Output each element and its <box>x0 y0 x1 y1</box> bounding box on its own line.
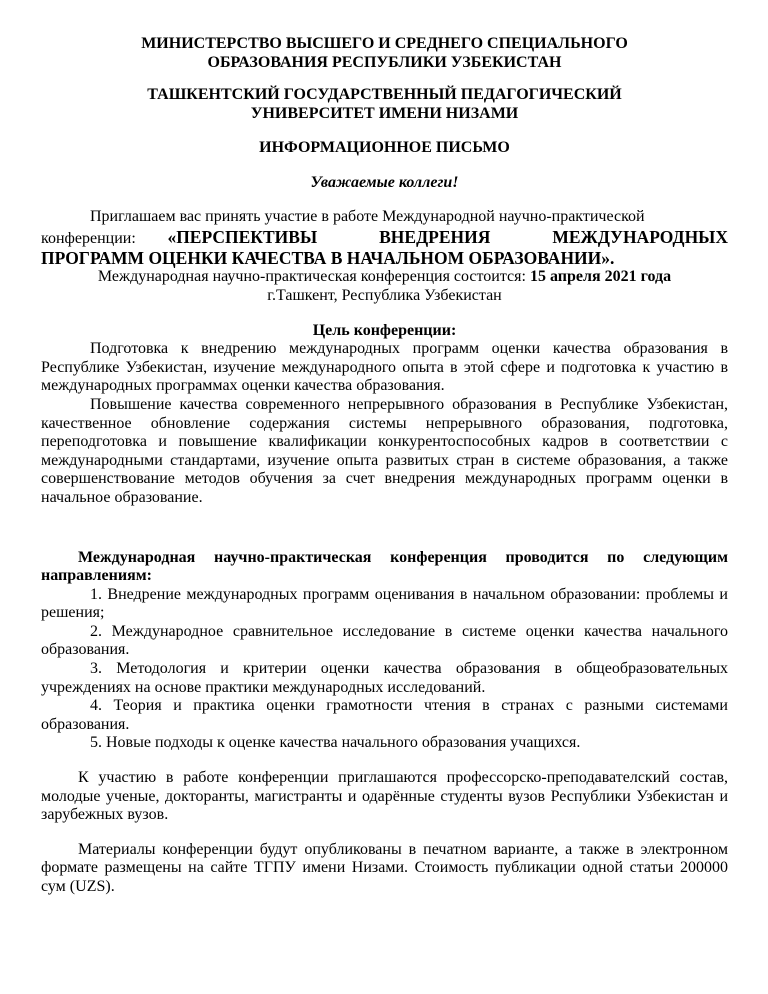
greeting: Уважаемые коллеги! <box>310 173 459 191</box>
invitation-line-1: Приглашаем вас принять участие в работе Международной научно-практической <box>90 208 645 226</box>
direction-item: 4. Теория и практика оценки грамотности чтения в странах с разными системами образования. <box>41 697 728 733</box>
invitation-line-2 <box>41 227 728 249</box>
conference-title-part-2: ПРОГРАММ ОЦЕНКИ КАЧЕСТВА В НАЧАЛЬНОМ ОБРАЗОВАНИИ». <box>41 248 615 269</box>
conference-location: г.Ташкент, Республика Узбекистан <box>267 286 502 304</box>
ministry-line-1: МИНИСТЕРСТВО ВЫСШЕГО И СРЕДНЕГО СПЕЦИАЛЬНОГО <box>141 35 628 52</box>
conference-date-line <box>41 268 728 287</box>
publication-paragraph: Материалы конференции будут опубликованы в печатном варианте, а также в электронном формате размещены на сайте ТГПУ имени Низами. Стоимость публикации одной статьи 200000 сум (UZS). <box>41 840 728 895</box>
letter-title: ИНФОРМАЦИОННОЕ ПИСЬМО <box>259 139 510 156</box>
goal-paragraph-2: Повышение качества современного непрерывного образования в Республике Узбекистан, качественное обновление содержания системы непрерывного образования, подготовка, переподготовка и повышение квалификации конкурентоспособных кадров в соответствии с международными стандартами, изучение опыта развитых стран в системе образования, а также совершенствование методов обучения за счет внедрения международных программ оценки в начальное образование. <box>41 395 728 506</box>
goal-title: Цель конференции: <box>312 321 457 339</box>
conference-label: конференции: <box>41 229 136 247</box>
conference-date-prefix: Международная научно-практическая конференция состоится: <box>97 268 530 286</box>
direction-item: 3. Методология и критерии оценки качества образования в общеобразовательных учреждениях на основе практики международных исследований. <box>41 660 728 696</box>
ministry-heading <box>41 34 728 72</box>
university-line-1: ТАШКЕНТСКИЙ ГОСУДАРСТВЕННЫЙ ПЕДАГОГИЧЕСКИЙ <box>147 86 622 103</box>
conference-title-part-1: «ПЕРСПЕКТИВЫ ВНЕДРЕНИЯ МЕЖДУНАРОДНЫХ <box>167 226 728 247</box>
ministry-line-2: ОБРАЗОВАНИЯ РЕСПУБЛИКИ УЗБЕКИСТАН <box>207 54 562 71</box>
invitation-block <box>41 208 728 305</box>
participants-paragraph: К участию в работе конференции приглашаются профессорско-преподавателский состав, молодые ученые, докторанты, магистранты и одарённые студенты вузов Республики Узбекистан и зарубежных вузов. <box>41 769 728 824</box>
university-line-2: УНИВЕРСИТЕТ ИМЕНИ НИЗАМИ <box>250 105 519 122</box>
directions-title: Международная научно-практическая конференция проводится по следующим направлениям: <box>41 548 728 585</box>
university-heading <box>41 85 728 123</box>
direction-item: 5. Новые подходы к оценке качества начального образования учащихся. <box>90 734 581 752</box>
goal-section <box>41 322 728 508</box>
direction-item: 1. Внедрение международных программ оценивания в начальном образовании: проблемы и решения; <box>41 585 728 622</box>
direction-item: 2. Международное сравнительное исследование в системе оценки качества начального образования. <box>41 622 728 659</box>
directions-section <box>41 549 728 754</box>
goal-paragraph-1: Подготовка к внедрению международных программ оценки качества образования в Республике Узбекистан, изучение международного опыта в этой сфере и подготовка к участию в международных программах оценки качества образования. <box>41 340 728 395</box>
conference-date: 15 апреля 2021 года <box>529 268 672 286</box>
directions-list <box>41 586 728 753</box>
